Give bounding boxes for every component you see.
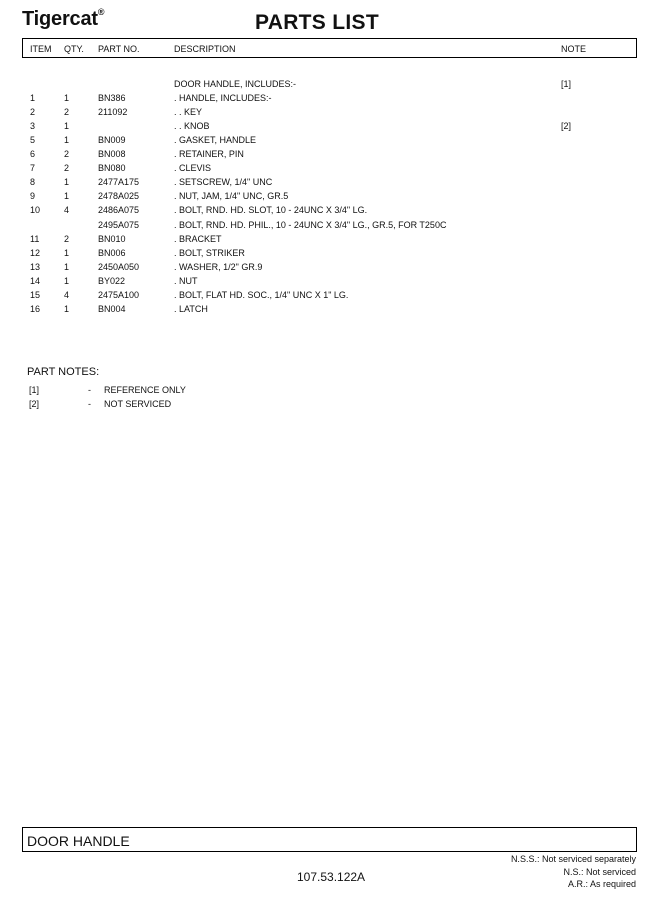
- column-header-note: NOTE: [561, 44, 587, 54]
- part-note-text: NOT SERVICED: [104, 399, 172, 409]
- item-number: 13: [30, 262, 41, 272]
- table-row: [0, 290, 655, 304]
- part-note-dash: -: [88, 385, 91, 395]
- assembly-title-box: [22, 827, 637, 852]
- part-note-ref: [2]: [29, 399, 40, 409]
- item-number: 6: [30, 149, 36, 159]
- description: . HANDLE, INCLUDES:-: [174, 93, 272, 103]
- description: . NUT: [174, 276, 198, 286]
- quantity: 1: [64, 304, 70, 314]
- table-row: [0, 304, 655, 318]
- description: . . KEY: [174, 107, 203, 117]
- registered-mark: ®: [97, 7, 105, 18]
- quantity: 1: [64, 135, 70, 145]
- column-header-qty: QTY.: [64, 44, 84, 54]
- item-number: 7: [30, 163, 36, 173]
- part-number: BN006: [98, 248, 126, 258]
- table-row: [0, 191, 655, 205]
- part-number: BN010: [98, 234, 126, 244]
- table-row: [0, 234, 655, 248]
- note-ref: [1]: [561, 79, 572, 89]
- part-number: 2477A175: [98, 177, 140, 187]
- table-row: [0, 107, 655, 121]
- logo-text: Tigercat: [22, 8, 98, 30]
- table-row: [0, 262, 655, 276]
- item-number: 15: [30, 290, 41, 300]
- quantity: 1: [64, 177, 70, 187]
- description: . CLEVIS: [174, 163, 212, 173]
- table-row: [0, 79, 655, 93]
- column-header-bar: [22, 38, 637, 58]
- description: . RETAINER, PIN: [174, 149, 244, 159]
- table-row: [0, 135, 655, 149]
- part-note: [0, 385, 300, 399]
- legend-ar: A.R.: As required: [567, 879, 636, 889]
- description: . GASKET, HANDLE: [174, 135, 257, 145]
- quantity: 1: [64, 191, 70, 201]
- part-notes-title: PART NOTES:: [27, 366, 100, 378]
- description: . . KNOB: [174, 121, 210, 131]
- description: DOOR HANDLE, INCLUDES:-: [174, 79, 297, 89]
- description: . WASHER, 1/2" GR.9: [174, 262, 263, 272]
- table-row: [0, 163, 655, 177]
- item-number: 9: [30, 191, 36, 201]
- item-number: 8: [30, 177, 36, 187]
- table-row: [0, 248, 655, 262]
- part-number: BN009: [98, 135, 126, 145]
- item-number: 10: [30, 205, 41, 215]
- description: . BOLT, RND. HD. SLOT, 10 - 24UNC X 3/4" LG.: [174, 205, 368, 215]
- column-header-part-no: PART NO.: [98, 44, 140, 54]
- description: . BOLT, STRIKER: [174, 248, 245, 258]
- abbreviation-legend: [511, 853, 636, 891]
- part-number: BN004: [98, 304, 126, 314]
- column-header-description: DESCRIPTION: [174, 44, 236, 54]
- table-row: [0, 205, 655, 219]
- description: . LATCH: [174, 304, 208, 314]
- item-number: 14: [30, 276, 41, 286]
- item-number: 12: [30, 248, 41, 258]
- part-note-ref: [1]: [29, 385, 40, 395]
- table-row: [0, 121, 655, 135]
- part-note-text: REFERENCE ONLY: [104, 385, 186, 395]
- item-number: 5: [30, 135, 36, 145]
- column-header-item: ITEM: [30, 44, 52, 54]
- quantity: 2: [64, 149, 70, 159]
- page-title: PARTS LIST: [255, 11, 379, 34]
- table-row: [0, 220, 655, 234]
- description: . NUT, JAM, 1/4" UNC, GR.5: [174, 191, 289, 201]
- assembly-title: DOOR HANDLE: [27, 833, 130, 849]
- item-number: 2: [30, 107, 36, 117]
- part-number: BN080: [98, 163, 126, 173]
- table-row: [0, 149, 655, 163]
- part-number: BN386: [98, 93, 126, 103]
- legend-ns: N.S.: Not serviced: [563, 866, 636, 877]
- table-row: [0, 93, 655, 107]
- document-number: 107.53.122A: [297, 870, 366, 884]
- quantity: 1: [64, 121, 70, 131]
- item-number: 1: [30, 93, 36, 103]
- description: . BOLT, FLAT HD. SOC., 1/4" UNC X 1" LG.: [174, 290, 349, 300]
- quantity: 2: [64, 234, 70, 244]
- item-number: 16: [30, 304, 41, 314]
- description: . SETSCREW, 1/4" UNC: [174, 177, 273, 187]
- quantity: 1: [64, 262, 70, 272]
- part-number: 2475A100: [98, 290, 140, 300]
- part-number: 2478A025: [98, 191, 140, 201]
- part-note-dash: -: [88, 399, 91, 409]
- item-number: 3: [30, 121, 36, 131]
- part-number: BN008: [98, 149, 126, 159]
- part-number: 2486A075: [98, 205, 140, 215]
- quantity: 2: [64, 107, 70, 117]
- part-number: 2450A050: [98, 262, 140, 272]
- quantity: 4: [64, 290, 70, 300]
- quantity: 4: [64, 205, 70, 215]
- item-number: 11: [30, 234, 40, 244]
- quantity: 1: [64, 93, 70, 103]
- part-number: 2495A075: [98, 220, 140, 230]
- description: . BOLT, RND. HD. PHIL., 10 - 24UNC X 3/4" LG., GR.5, FOR T250C: [174, 220, 447, 230]
- description: . BRACKET: [174, 234, 222, 244]
- quantity: 1: [64, 276, 70, 286]
- table-row: [0, 276, 655, 290]
- brand-logo: [22, 8, 104, 31]
- quantity: 2: [64, 163, 70, 173]
- part-note: [0, 399, 300, 413]
- quantity: 1: [64, 248, 70, 258]
- table-row: [0, 177, 655, 191]
- note-ref: [2]: [561, 121, 572, 131]
- part-number: 211092: [98, 107, 128, 117]
- legend-nss: N.S.S.: Not serviced separately: [510, 854, 636, 864]
- part-number: BY022: [98, 276, 126, 286]
